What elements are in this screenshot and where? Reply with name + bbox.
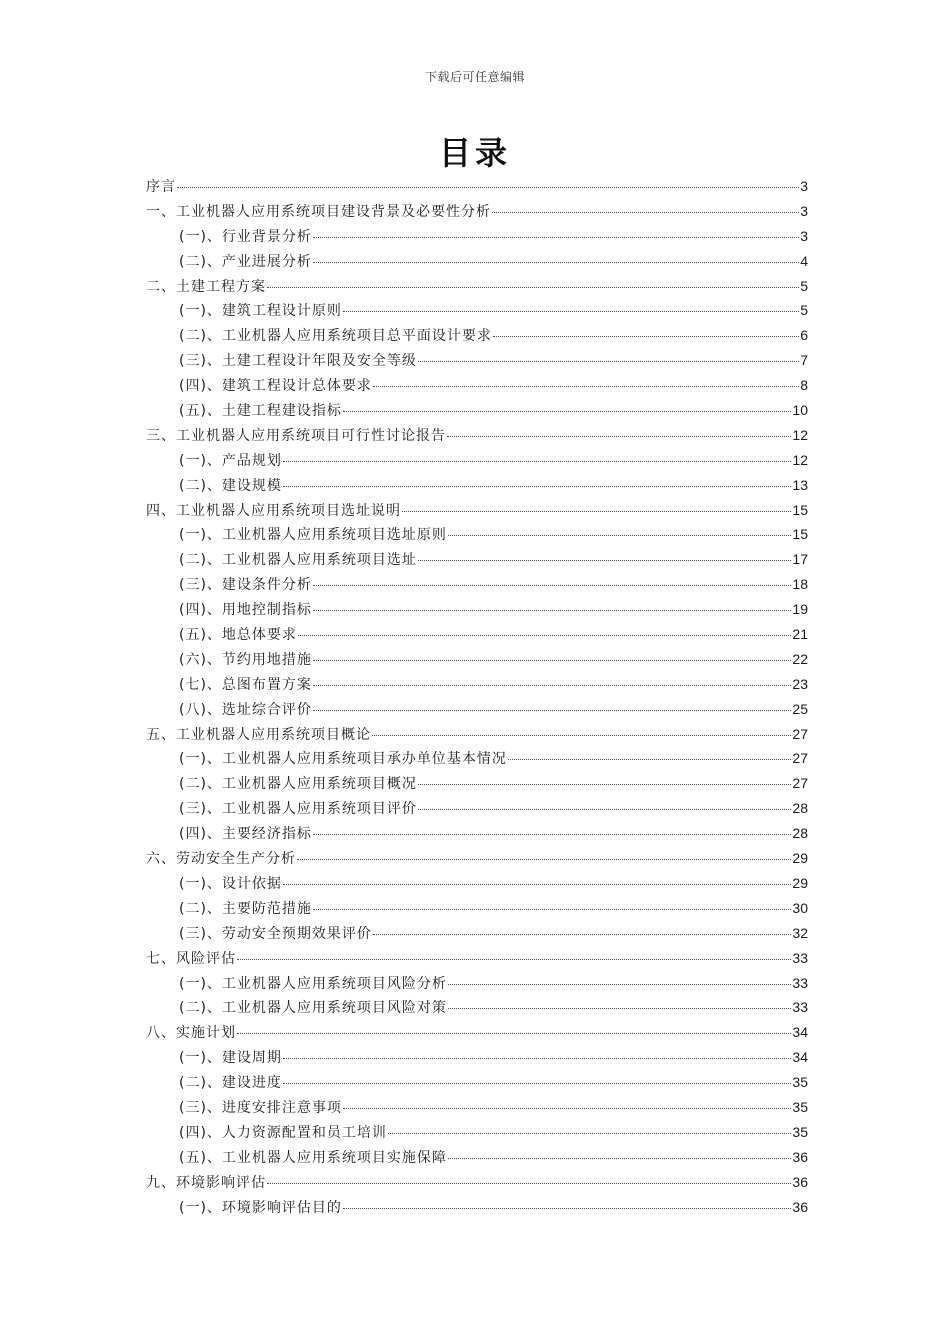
toc-page-number: 30 bbox=[792, 899, 808, 916]
toc-entry-label: (二)、工业机器人应用系统项目风险对策 bbox=[179, 1000, 447, 1017]
toc-page-number: 15 bbox=[792, 526, 808, 543]
toc-entry-label: (四)、人力资源配置和员工培训 bbox=[179, 1124, 387, 1141]
toc-entry-label: 序言 bbox=[146, 179, 176, 195]
dot-leader bbox=[313, 610, 791, 611]
toc-entry-label: (四)、建筑工程设计总体要求 bbox=[179, 378, 372, 395]
toc-page-number: 18 bbox=[792, 576, 808, 593]
dot-leader bbox=[237, 959, 791, 960]
toc-page-number: 32 bbox=[792, 924, 808, 941]
dot-leader bbox=[298, 635, 791, 636]
header-note: 下载后可任意编辑 bbox=[424, 70, 525, 84]
toc-section-entry[interactable] bbox=[146, 1147, 808, 1172]
toc-entry-label: (三)、进度安排注意事项 bbox=[179, 1099, 342, 1116]
toc-section-entry[interactable] bbox=[146, 475, 808, 500]
toc-page-number: 19 bbox=[792, 601, 808, 618]
toc-section-entry[interactable] bbox=[146, 574, 808, 599]
dot-leader bbox=[267, 1183, 791, 1184]
toc-page-number: 28 bbox=[792, 800, 808, 817]
toc-page-number: 27 bbox=[792, 775, 808, 792]
toc-section-entry[interactable] bbox=[146, 325, 808, 350]
toc-section-entry[interactable] bbox=[146, 898, 808, 923]
dot-leader bbox=[418, 560, 791, 561]
dot-leader bbox=[237, 1033, 791, 1034]
toc-page-number: 12 bbox=[792, 426, 808, 443]
toc-page-number: 28 bbox=[792, 825, 808, 842]
toc-entry-label: 九、环境影响评估 bbox=[146, 1174, 266, 1191]
dot-leader bbox=[313, 585, 791, 586]
toc-entry-label: (三)、工业机器人应用系统项目评价 bbox=[179, 801, 417, 818]
toc-page-number: 21 bbox=[792, 626, 808, 643]
toc-section-entry[interactable] bbox=[146, 599, 808, 624]
toc-page-number: 35 bbox=[792, 1074, 808, 1091]
dot-leader bbox=[313, 909, 791, 910]
toc-page-number: 4 bbox=[800, 252, 808, 269]
toc-entry-label: (七)、总图布置方案 bbox=[179, 676, 312, 693]
dot-leader bbox=[373, 386, 799, 387]
toc-entry-label: 二、土建工程方案 bbox=[146, 278, 266, 295]
toc-section-entry[interactable] bbox=[146, 649, 808, 674]
toc-entry-label: (一)、环境影响评估目的 bbox=[179, 1199, 342, 1216]
toc-page-number: 23 bbox=[792, 675, 808, 692]
toc-section-entry[interactable] bbox=[146, 973, 808, 998]
toc-section-entry[interactable] bbox=[146, 873, 808, 898]
toc-entry-label: (四)、用地控制指标 bbox=[179, 602, 312, 619]
toc-page-number: 29 bbox=[792, 874, 808, 891]
toc-entry-label: (一)、工业机器人应用系统项目承办单位基本情况 bbox=[179, 751, 507, 768]
toc-page-number: 10 bbox=[792, 402, 808, 419]
toc-page-number: 7 bbox=[800, 352, 808, 369]
dot-leader bbox=[283, 486, 791, 487]
toc-chapter-entry[interactable] bbox=[146, 276, 808, 301]
dot-leader bbox=[343, 411, 791, 412]
dot-leader bbox=[448, 1158, 791, 1159]
toc-chapter-entry[interactable] bbox=[146, 201, 808, 226]
toc-entry-label: (八)、选址综合评价 bbox=[179, 701, 312, 718]
dot-leader bbox=[177, 187, 799, 188]
toc-chapter-entry[interactable] bbox=[146, 425, 808, 450]
dot-leader bbox=[493, 336, 799, 337]
toc-entry-label: (五)、土建工程建设指标 bbox=[179, 403, 342, 420]
toc-page-number: 36 bbox=[792, 1148, 808, 1165]
toc-entry-label: 六、劳动安全生产分析 bbox=[146, 851, 296, 868]
dot-leader bbox=[448, 984, 791, 985]
toc-chapter-entry[interactable] bbox=[146, 500, 808, 525]
toc-section-entry[interactable] bbox=[146, 549, 808, 574]
toc-section-entry[interactable] bbox=[146, 1122, 808, 1147]
dot-leader bbox=[283, 461, 791, 462]
dot-leader bbox=[313, 710, 791, 711]
toc-entry-label: (二)、主要防范措施 bbox=[179, 900, 312, 917]
toc-section-entry[interactable] bbox=[146, 823, 808, 848]
dot-leader bbox=[492, 212, 799, 213]
toc-section-entry[interactable] bbox=[146, 375, 808, 400]
dot-leader bbox=[313, 834, 791, 835]
toc-page-number: 3 bbox=[800, 202, 808, 219]
dot-leader bbox=[508, 759, 791, 760]
toc-entry-label: (一)、行业背景分析 bbox=[179, 228, 312, 245]
toc-section-entry[interactable] bbox=[146, 997, 808, 1022]
dot-leader bbox=[343, 1108, 791, 1109]
toc-page-number: 36 bbox=[792, 1198, 808, 1215]
toc-page-number: 8 bbox=[800, 377, 808, 394]
dot-leader bbox=[343, 1208, 791, 1209]
toc-section-entry[interactable] bbox=[146, 773, 808, 798]
toc-entry-label: 一、工业机器人应用系统项目建设背景及必要性分析 bbox=[146, 203, 491, 220]
dot-leader bbox=[418, 784, 791, 785]
toc-entry-label: 五、工业机器人应用系统项目概论 bbox=[146, 726, 371, 743]
toc-entry-label: (六)、节约用地措施 bbox=[179, 651, 312, 668]
dot-leader bbox=[418, 809, 791, 810]
toc-entry-label: (二)、工业机器人应用系统项目概况 bbox=[179, 776, 417, 793]
toc-page-number: 5 bbox=[800, 302, 808, 319]
toc-entry-label: (二)、建设规模 bbox=[179, 477, 282, 494]
toc-page-number: 33 bbox=[792, 949, 808, 966]
toc-page-number: 3 bbox=[800, 178, 808, 194]
toc-page-number: 35 bbox=[792, 1123, 808, 1140]
dot-leader bbox=[297, 859, 791, 860]
toc-page-number: 22 bbox=[792, 650, 808, 667]
toc-page-number: 35 bbox=[792, 1098, 808, 1115]
toc-section-entry[interactable] bbox=[146, 798, 808, 823]
toc-entry-label: (三)、建设条件分析 bbox=[179, 577, 312, 594]
dot-leader bbox=[343, 311, 799, 312]
toc-section-entry[interactable] bbox=[146, 300, 808, 325]
toc-entry-label: 七、风险评估 bbox=[146, 950, 236, 967]
toc-entry-label: 四、工业机器人应用系统项目选址说明 bbox=[146, 502, 401, 519]
dot-leader bbox=[448, 1008, 791, 1009]
toc-page-number: 29 bbox=[792, 850, 808, 867]
toc-entry-label: (一)、工业机器人应用系统项目选址原则 bbox=[179, 527, 447, 544]
dot-leader bbox=[388, 1133, 791, 1134]
toc-section-entry[interactable] bbox=[146, 226, 808, 251]
dot-leader bbox=[313, 685, 791, 686]
toc-page-number: 36 bbox=[792, 1173, 808, 1190]
toc-page-number: 17 bbox=[792, 551, 808, 568]
toc-section-entry[interactable] bbox=[146, 1197, 808, 1222]
page-title: 目录 bbox=[438, 134, 511, 172]
toc-page-number: 34 bbox=[792, 1024, 808, 1041]
toc-page-number: 33 bbox=[792, 999, 808, 1016]
dot-leader bbox=[418, 361, 799, 362]
toc-chapter-entry[interactable] bbox=[146, 948, 808, 973]
toc-page-number: 25 bbox=[792, 700, 808, 717]
toc-entry-label: (五)、地总体要求 bbox=[179, 627, 297, 644]
toc-entry-label: 三、工业机器人应用系统项目可行性讨论报告 bbox=[146, 427, 446, 444]
toc-section-entry[interactable] bbox=[146, 400, 808, 425]
toc-section-entry[interactable] bbox=[146, 624, 808, 649]
toc-chapter-entry[interactable] bbox=[146, 176, 808, 201]
toc-chapter-entry[interactable] bbox=[146, 1172, 808, 1197]
toc-section-entry[interactable] bbox=[146, 748, 808, 773]
toc-entry-label: (一)、工业机器人应用系统项目风险分析 bbox=[179, 975, 447, 992]
toc-page-number: 5 bbox=[800, 277, 808, 294]
toc-entry-label: (五)、工业机器人应用系统项目实施保障 bbox=[179, 1149, 447, 1166]
toc-section-entry[interactable] bbox=[146, 699, 808, 724]
toc-entry-label: (三)、劳动安全预期效果评价 bbox=[179, 925, 372, 942]
dot-leader bbox=[373, 934, 791, 935]
toc-entry-label: (二)、产业进展分析 bbox=[179, 253, 312, 270]
toc-entry-label: (二)、建设进度 bbox=[179, 1075, 282, 1092]
toc-section-entry[interactable] bbox=[146, 1097, 808, 1122]
toc-page-number: 6 bbox=[800, 327, 808, 344]
toc-page-number: 12 bbox=[792, 451, 808, 468]
dot-leader bbox=[448, 535, 791, 536]
dot-leader bbox=[372, 735, 791, 736]
toc-entry-label: (二)、工业机器人应用系统项目总平面设计要求 bbox=[179, 328, 492, 345]
toc-section-entry[interactable] bbox=[146, 350, 808, 375]
dot-leader bbox=[447, 436, 791, 437]
toc-chapter-entry[interactable] bbox=[146, 1022, 808, 1047]
toc-section-entry[interactable] bbox=[146, 450, 808, 475]
dot-leader bbox=[283, 1058, 791, 1059]
toc-entry-label: (一)、产品规划 bbox=[179, 452, 282, 469]
toc-page-number: 13 bbox=[792, 476, 808, 493]
dot-leader bbox=[283, 1083, 791, 1084]
table-of-contents bbox=[146, 176, 808, 1221]
toc-section-entry[interactable] bbox=[146, 1072, 808, 1097]
toc-entry-label: (三)、土建工程设计年限及安全等级 bbox=[179, 353, 417, 370]
toc-entry-label: (四)、主要经济指标 bbox=[179, 826, 312, 843]
toc-entry-label: (一)、设计依据 bbox=[179, 875, 282, 892]
toc-page-number: 33 bbox=[792, 974, 808, 991]
dot-leader bbox=[402, 511, 791, 512]
toc-section-entry[interactable] bbox=[146, 1047, 808, 1072]
toc-page-number: 3 bbox=[800, 227, 808, 244]
toc-section-entry[interactable] bbox=[146, 923, 808, 948]
toc-entry-label: 八、实施计划 bbox=[146, 1025, 236, 1042]
dot-leader bbox=[283, 884, 791, 885]
toc-section-entry[interactable] bbox=[146, 524, 808, 549]
toc-chapter-entry[interactable] bbox=[146, 848, 808, 873]
toc-page-number: 27 bbox=[792, 750, 808, 767]
toc-page-number: 15 bbox=[792, 501, 808, 518]
toc-entry-label: (一)、建筑工程设计原则 bbox=[179, 303, 342, 320]
toc-section-entry[interactable] bbox=[146, 251, 808, 276]
toc-entry-label: (一)、建设周期 bbox=[179, 1050, 282, 1067]
toc-section-entry[interactable] bbox=[146, 674, 808, 699]
toc-chapter-entry[interactable] bbox=[146, 724, 808, 749]
dot-leader bbox=[313, 237, 799, 238]
toc-page-number: 34 bbox=[792, 1049, 808, 1066]
dot-leader bbox=[313, 660, 791, 661]
dot-leader bbox=[313, 262, 799, 263]
toc-page-number: 27 bbox=[792, 725, 808, 742]
toc-entry-label: (二)、工业机器人应用系统项目选址 bbox=[179, 552, 417, 569]
dot-leader bbox=[267, 287, 799, 288]
